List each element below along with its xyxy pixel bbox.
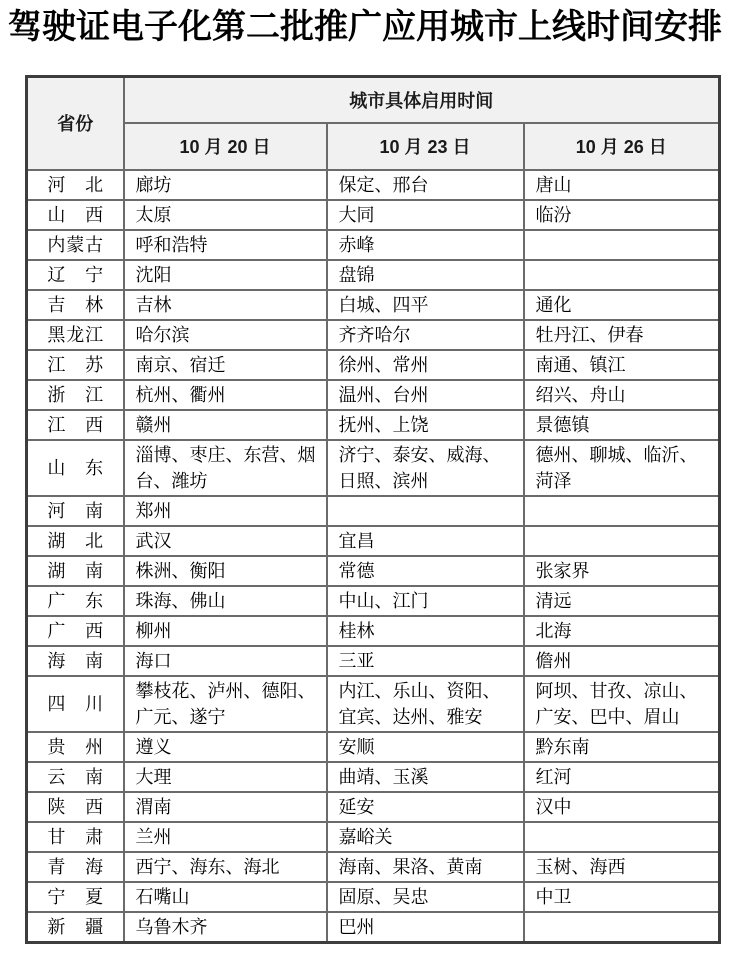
province-name: 江苏 [47, 354, 104, 375]
date-header-oct20: 10 月 20 日 [124, 123, 327, 170]
table-row [27, 170, 720, 200]
cities-cell-oct26: 汉中 [524, 792, 720, 822]
cities-cell-oct20: 株洲、衡阳 [124, 556, 327, 586]
cities-cell-oct23: 大同 [327, 200, 524, 230]
cities-cell-oct20: 廊坊 [124, 170, 327, 200]
cities-cell-oct26: 黔东南 [524, 732, 720, 762]
cities-cell-oct26: 阿坝、甘孜、凉山、广安、巴中、眉山 [524, 676, 720, 732]
table-row [27, 676, 720, 732]
cities-cell-oct26 [524, 496, 720, 526]
page-title: 驾驶证电子化第二批推广应用城市上线时间安排 [8, 9, 722, 46]
cities-cell-oct23: 内江、乐山、资阳、宜宾、达州、雅安 [327, 676, 524, 732]
cities-cell-oct26 [524, 230, 720, 260]
province-cell [27, 676, 124, 732]
cities-cell-oct23: 济宁、泰安、威海、日照、滨州 [327, 440, 524, 496]
cities-cell-oct20: 乌鲁木齐 [124, 912, 327, 943]
cities-cell-oct26: 中卫 [524, 882, 720, 912]
date-header-oct23: 10 月 23 日 [327, 123, 524, 170]
province-name: 四川 [47, 693, 104, 714]
province-name: 海南 [47, 650, 104, 671]
cities-cell-oct20: 渭南 [124, 792, 327, 822]
province-cell [27, 290, 124, 320]
table-row [27, 792, 720, 822]
cities-cell-oct23: 嘉峪关 [327, 822, 524, 852]
cities-cell-oct26: 南通、镇江 [524, 350, 720, 380]
cities-cell-oct23: 齐齐哈尔 [327, 320, 524, 350]
cities-cell-oct26: 清远 [524, 586, 720, 616]
cities-cell-oct23 [327, 496, 524, 526]
cities-cell-oct20: 大理 [124, 762, 327, 792]
cities-cell-oct20: 石嘴山 [124, 882, 327, 912]
group-column-header: 城市具体启用时间 [124, 77, 720, 123]
table-row [27, 350, 720, 380]
cities-cell-oct20: 沈阳 [124, 260, 327, 290]
province-cell [27, 912, 124, 943]
province-name: 广东 [47, 590, 104, 611]
province-name: 青海 [47, 856, 104, 877]
cities-cell-oct26: 儋州 [524, 646, 720, 676]
province-name: 河北 [47, 174, 104, 195]
province-name: 贵州 [47, 736, 104, 757]
launch-schedule-table [25, 75, 721, 944]
cities-cell-oct20: 攀枝花、泸州、德阳、广元、遂宁 [124, 676, 327, 732]
province-cell [27, 410, 124, 440]
cities-cell-oct20: 赣州 [124, 410, 327, 440]
table-row [27, 230, 720, 260]
province-name: 山西 [47, 204, 104, 225]
table-body [27, 170, 720, 943]
table-row [27, 646, 720, 676]
cities-cell-oct23: 曲靖、玉溪 [327, 762, 524, 792]
province-cell [27, 320, 124, 350]
cities-cell-oct20: 兰州 [124, 822, 327, 852]
cities-cell-oct26: 红河 [524, 762, 720, 792]
cities-cell-oct26 [524, 260, 720, 290]
province-cell [27, 882, 124, 912]
province-cell [27, 260, 124, 290]
province-name: 内蒙古 [47, 234, 104, 255]
province-name: 浙江 [47, 384, 104, 405]
cities-cell-oct23: 保定、邢台 [327, 170, 524, 200]
province-cell [27, 556, 124, 586]
table-row [27, 380, 720, 410]
cities-cell-oct20: 郑州 [124, 496, 327, 526]
province-cell [27, 496, 124, 526]
province-name: 甘肃 [47, 826, 104, 847]
province-name: 湖北 [47, 530, 104, 551]
cities-cell-oct23: 中山、江门 [327, 586, 524, 616]
province-name: 山东 [47, 457, 104, 478]
province-cell [27, 616, 124, 646]
province-cell [27, 822, 124, 852]
province-cell [27, 586, 124, 616]
province-name: 江西 [47, 414, 104, 435]
table-row [27, 556, 720, 586]
province-name: 宁夏 [47, 886, 104, 907]
province-cell [27, 380, 124, 410]
cities-cell-oct23: 三亚 [327, 646, 524, 676]
cities-cell-oct23: 温州、台州 [327, 380, 524, 410]
table-row [27, 290, 720, 320]
cities-cell-oct23: 巴州 [327, 912, 524, 943]
cities-cell-oct20: 南京、宿迁 [124, 350, 327, 380]
header-group-row [27, 77, 720, 123]
cities-cell-oct20: 淄博、枣庄、东营、烟台、潍坊 [124, 440, 327, 496]
province-cell [27, 732, 124, 762]
table-row [27, 320, 720, 350]
cities-cell-oct20: 哈尔滨 [124, 320, 327, 350]
cities-cell-oct23: 延安 [327, 792, 524, 822]
cities-cell-oct20: 武汉 [124, 526, 327, 556]
cities-cell-oct23: 赤峰 [327, 230, 524, 260]
table-row [27, 762, 720, 792]
table-row [27, 440, 720, 496]
province-name: 云南 [47, 766, 104, 787]
table-row [27, 852, 720, 882]
cities-cell-oct26: 景德镇 [524, 410, 720, 440]
cities-cell-oct23: 常德 [327, 556, 524, 586]
province-cell [27, 350, 124, 380]
province-cell [27, 792, 124, 822]
date-header-oct26: 10 月 26 日 [524, 123, 720, 170]
table-row [27, 260, 720, 290]
cities-cell-oct23: 安顺 [327, 732, 524, 762]
cities-cell-oct26: 唐山 [524, 170, 720, 200]
cities-cell-oct20: 呼和浩特 [124, 230, 327, 260]
cities-cell-oct20: 杭州、衢州 [124, 380, 327, 410]
cities-cell-oct20: 海口 [124, 646, 327, 676]
table-row [27, 586, 720, 616]
province-name: 陕西 [47, 796, 104, 817]
cities-cell-oct26: 绍兴、舟山 [524, 380, 720, 410]
cities-cell-oct20: 遵义 [124, 732, 327, 762]
cities-cell-oct23: 徐州、常州 [327, 350, 524, 380]
table-row [27, 882, 720, 912]
cities-cell-oct20: 太原 [124, 200, 327, 230]
province-cell [27, 170, 124, 200]
cities-cell-oct26 [524, 822, 720, 852]
province-name: 黑龙江 [47, 324, 104, 345]
table-row [27, 822, 720, 852]
table-header [27, 77, 720, 170]
cities-cell-oct23: 固原、吴忠 [327, 882, 524, 912]
cities-cell-oct26: 德州、聊城、临沂、菏泽 [524, 440, 720, 496]
table-row [27, 912, 720, 943]
table-row [27, 526, 720, 556]
cities-cell-oct23: 桂林 [327, 616, 524, 646]
table-row [27, 496, 720, 526]
cities-cell-oct26: 牡丹江、伊春 [524, 320, 720, 350]
table-row [27, 616, 720, 646]
cities-cell-oct23: 白城、四平 [327, 290, 524, 320]
cities-cell-oct26: 临汾 [524, 200, 720, 230]
cities-cell-oct26 [524, 912, 720, 943]
province-name: 辽宁 [47, 264, 104, 285]
cities-cell-oct23: 海南、果洛、黄南 [327, 852, 524, 882]
cities-cell-oct23: 抚州、上饶 [327, 410, 524, 440]
province-name: 河南 [47, 500, 104, 521]
cities-cell-oct23: 宜昌 [327, 526, 524, 556]
province-cell [27, 440, 124, 496]
province-name: 吉林 [47, 294, 104, 315]
cities-cell-oct26: 玉树、海西 [524, 852, 720, 882]
province-name: 湖南 [47, 560, 104, 581]
cities-cell-oct26 [524, 526, 720, 556]
table-row [27, 410, 720, 440]
table-row [27, 732, 720, 762]
province-cell [27, 646, 124, 676]
province-cell [27, 762, 124, 792]
province-cell [27, 230, 124, 260]
cities-cell-oct26: 北海 [524, 616, 720, 646]
province-name: 新疆 [47, 916, 104, 937]
cities-cell-oct20: 吉林 [124, 290, 327, 320]
cities-cell-oct26: 张家界 [524, 556, 720, 586]
cities-cell-oct26: 通化 [524, 290, 720, 320]
cities-cell-oct23: 盘锦 [327, 260, 524, 290]
province-cell [27, 200, 124, 230]
province-name: 广西 [47, 620, 104, 641]
cities-cell-oct20: 西宁、海东、海北 [124, 852, 327, 882]
table-row [27, 200, 720, 230]
cities-cell-oct20: 柳州 [124, 616, 327, 646]
header-dates-row [27, 123, 720, 170]
province-cell [27, 526, 124, 556]
cities-cell-oct20: 珠海、佛山 [124, 586, 327, 616]
province-column-header: 省份 [27, 77, 124, 170]
province-cell [27, 852, 124, 882]
